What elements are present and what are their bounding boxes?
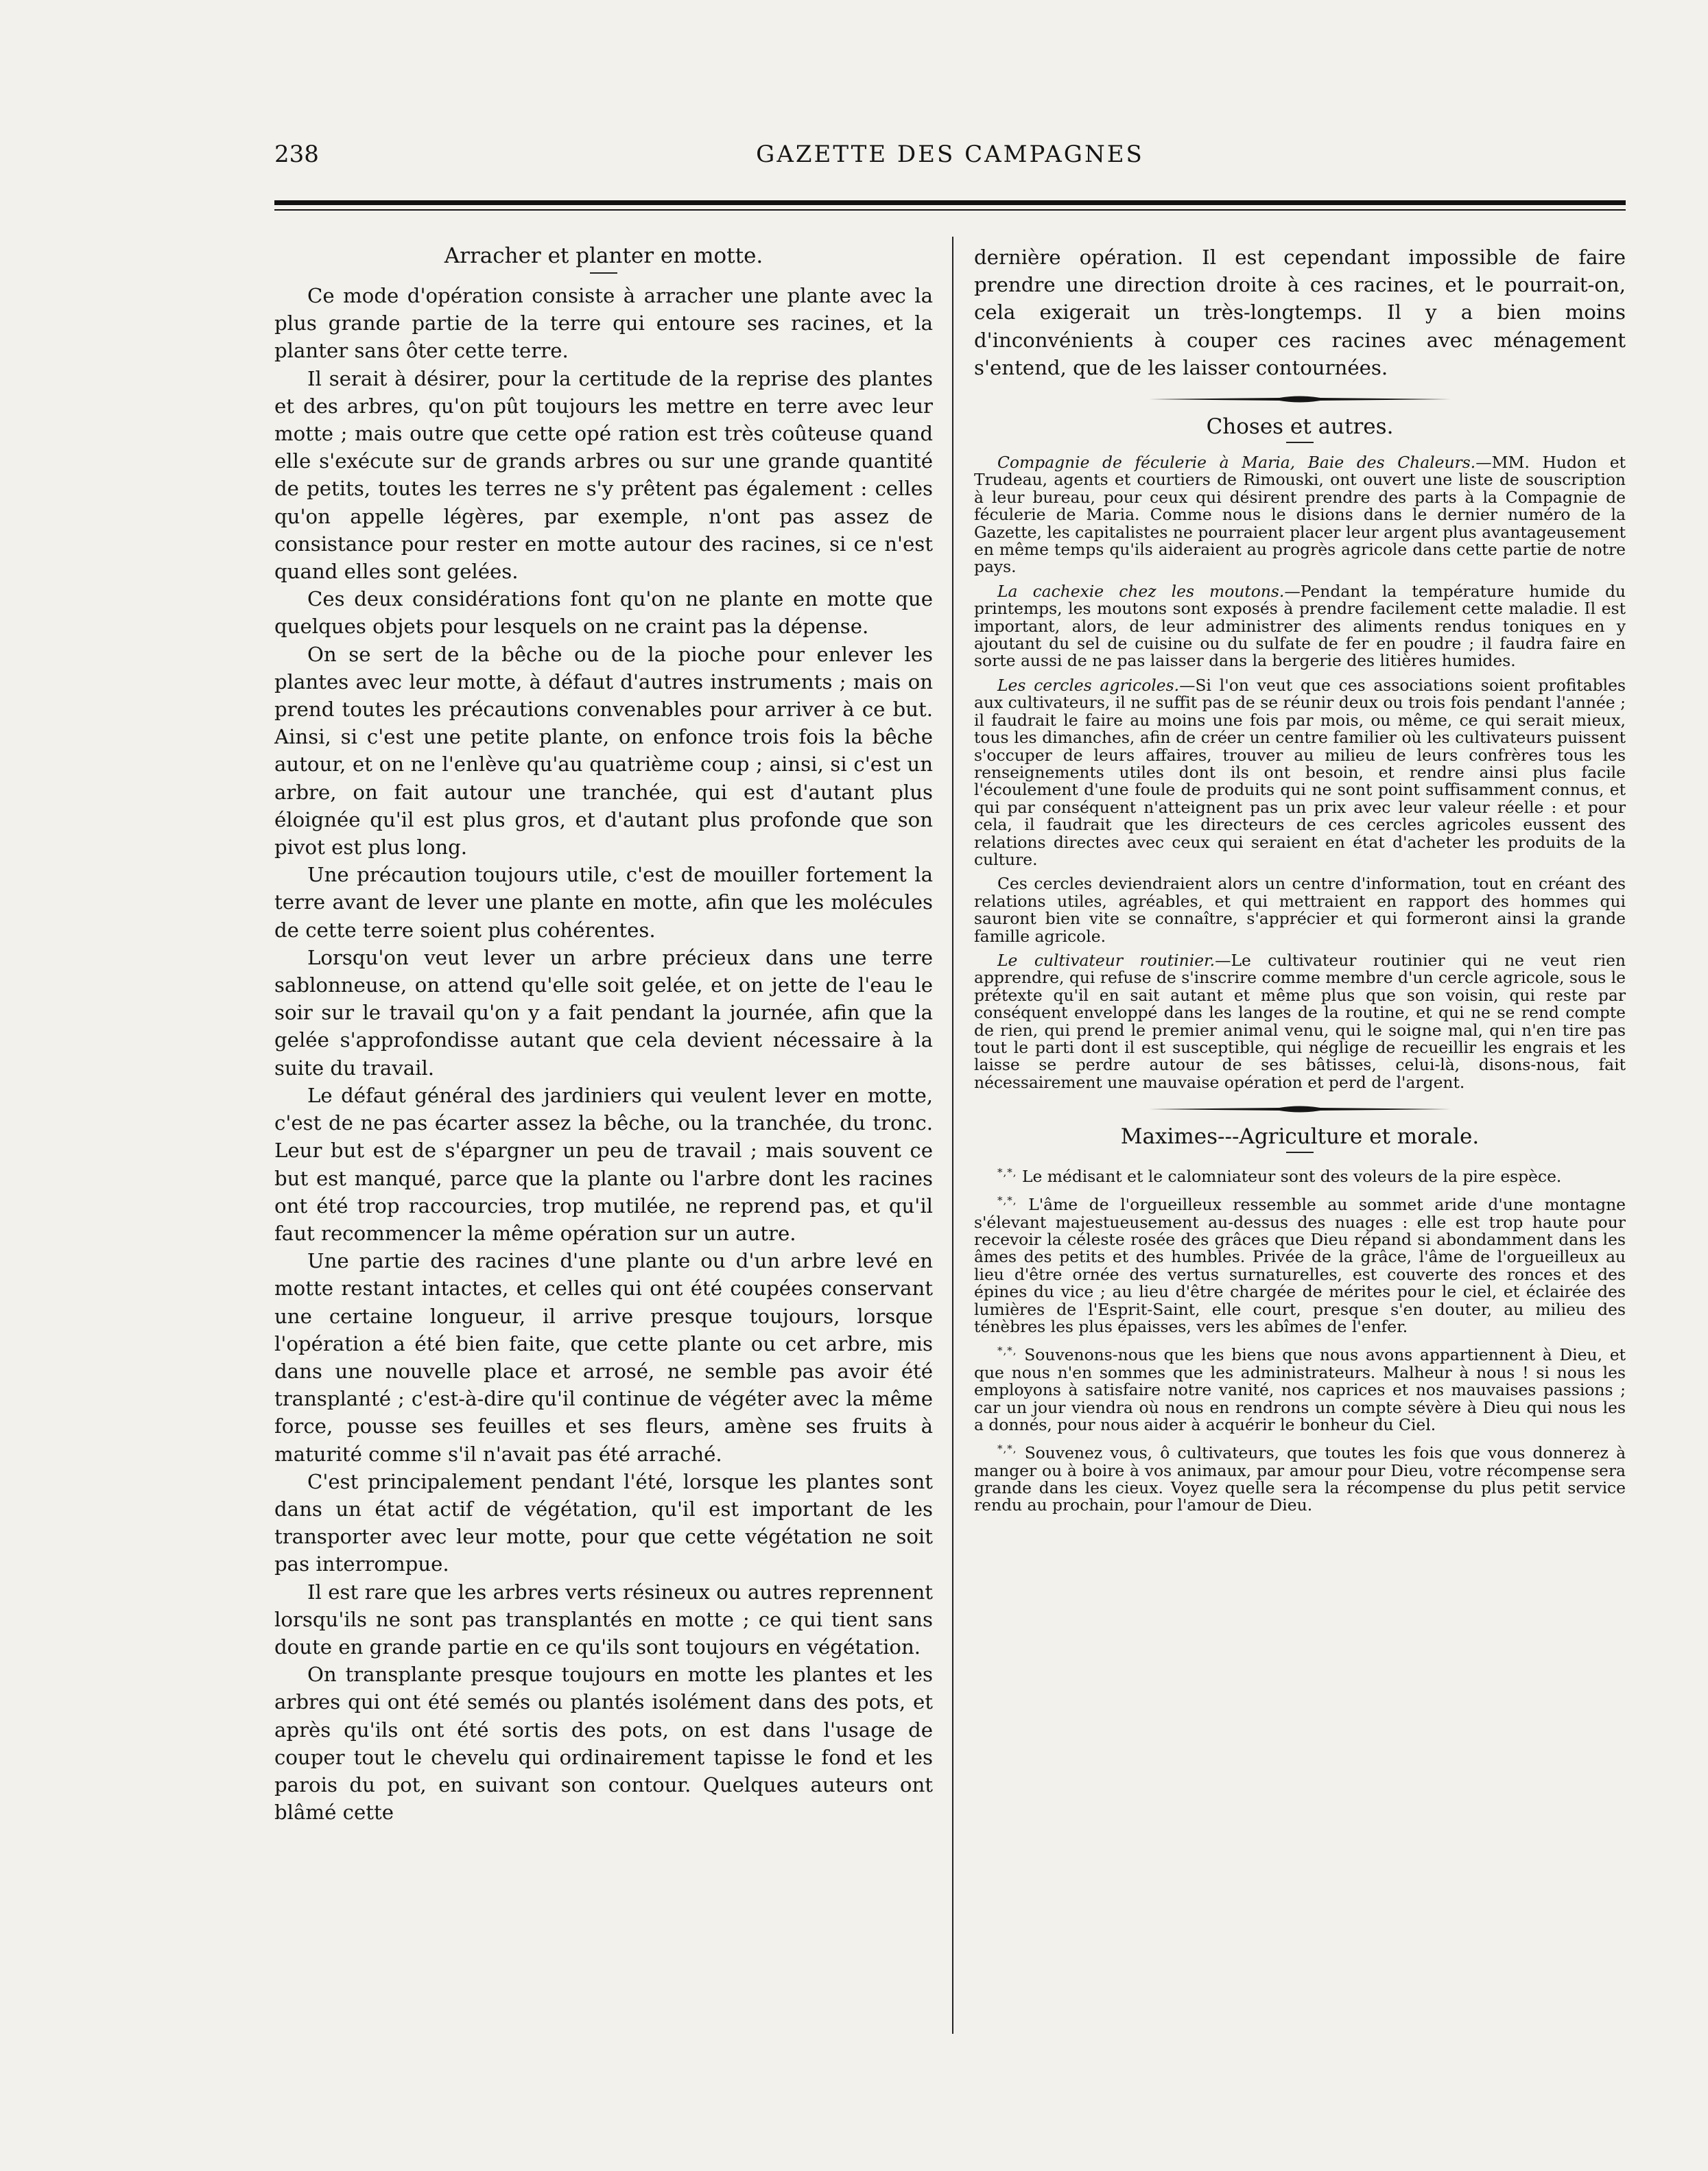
maxim-text: Souvenez vous, ô cultivateurs, que toutes les fois que vous donnerez à manger ou à boire à vos animaux, par amour pour Dieu, votre récompense sera grande dans les cieux. Voyez quelle sera la récompense du plus petit service rendu au prochain, pour l'amour de Dieu.	[974, 1443, 1626, 1515]
item-title: Les cercles agricoles.	[997, 675, 1180, 695]
maxim	[974, 1440, 1626, 1514]
paragraph: C'est principalement pendant l'été, lorsque les plantes sont dans un état actif de végétation, qu'il est important de les transporter avec leur motte, pour que cette végétation ne soit pas interrompue.	[274, 1469, 933, 1576]
paragraph: dernière opération. Il est cependant impossible de faire prendre une direction droite à ces racines, et le pourrait-on, cela exigerait un très-longtemps. Il y a bien moins d'inconvénients à couper ces racines avec ménagement s'entend, que de les laisser contournées.	[974, 246, 1626, 379]
asterism-icon: *,*,	[997, 1344, 1017, 1357]
paragraph: Le défaut général des jardiniers qui veulent lever en motte, c'est de ne pas écarter assez la bêche, ou la tranchée, du tronc. Leur but est de s'épargner un peu de travail ; mais souvent ce but est manqué, parce que la plante ou l'arbre dont les racines ont été trop raccourcies, trop mutilée, ne reprend pas, et qu'il faut recommencer la même opération sur un autre.	[274, 1083, 933, 1245]
section-ornament	[1149, 394, 1451, 405]
news-item	[974, 952, 1626, 1091]
item-title: La cachexie chez les moutons.	[997, 581, 1285, 601]
maxim-text: L'âme de l'orgueilleux ressemble au sommet aride d'une montagne s'élevant majestueusement au-dessus des nuages : elle est trop haute pour recevoir la céleste rosée des grâces que Dieu répand si abondamment dans les âmes des petits et des humbles. Privée de la grâce, l'âme de l'orgueilleux au lieu d'être ornée des vertus surnaturelles, est couverte des ronces et des épines du vice ; au lieu d'être chargée de mérites pour le ciel, et éclairée des lumières de l'Esprit-Saint, elle court, presque s'en douter, au milieu des ténèbres les plus épaisses, vers les abîmes de l'enfer.	[974, 1195, 1626, 1337]
heading-dash	[1286, 1152, 1314, 1153]
article-heading: Arracher et planter en motte.	[444, 244, 763, 268]
section-heading-maximes: Maximes---Agriculture et morale.	[1120, 1124, 1480, 1150]
maxim	[974, 1192, 1626, 1336]
maxims	[974, 1164, 1626, 1515]
paragraph: Il serait à désirer, pour la certitude de la reprise des plantes et des arbres, qu'on pût toujours les mettre en terre avec leur motte ; mais outre que cette opé ration est très coûteuse quand elle s'exécute sur de grands arbres ou sur une grande quantité de petits, toutes les terres ne s'y prêtent pas également : celles qu'on appelle légères, par exemple, n'ont pas assez de consistance pour rester en motte autour des racines, si ce n'est quand elles sont gelées.	[274, 366, 933, 584]
left-column	[274, 244, 933, 1826]
paragraph: On se sert de la bêche ou de la pioche pour enlever les plantes avec leur motte, à défaut d'autres instruments ; mais on prend toutes les précautions convenables pour arriver à ce but. Ainsi, si c'est une petite plante, on enfonce trois fois la bêche autour, et on ne l'enlève qu'au quatrième coup ; ainsi, si c'est un arbre, on fait autour une tranchée, qui est d'autant plus éloignée qu'il est plus gros, et d'autant plus profonde que son pivot est plus long.	[274, 642, 933, 859]
paragraph: Il est rare que les arbres verts résineux ou autres reprennent lorsqu'ils ne sont pas transplantés en motte ; ce qui tient sans doute en grande partie en ce qu'ils sont toujours en végétation.	[274, 1580, 933, 1659]
right-column	[974, 244, 1626, 1521]
maxim-text: Le médisant et le calomniateur sont des voleurs de la pire espèce.	[1021, 1167, 1562, 1187]
section-heading-choses: Choses et autres.	[1206, 414, 1394, 440]
paragraph: Une précaution toujours utile, c'est de mouiller fortement la terre avant de lever une plante en motte, afin que les molécules de cette terre soient plus cohérentes.	[274, 863, 933, 942]
page-header	[274, 141, 1626, 182]
heading-dash	[1286, 442, 1314, 443]
article-body	[274, 282, 933, 1826]
maxim	[974, 1164, 1626, 1185]
asterism-icon: *,*,	[997, 1443, 1017, 1456]
news-item	[974, 875, 1626, 945]
news-item	[974, 677, 1626, 868]
header-rule-thick	[274, 200, 1626, 205]
header-rule-thin	[274, 209, 1626, 211]
item-title: Le cultivateur routinier.	[997, 950, 1215, 970]
heading-dash	[590, 272, 617, 274]
paragraph: Lorsqu'on veut lever un arbre précieux dans une terre sablonneuse, on attend qu'elle soit gelée, et on jette de l'eau le soir sur le travail qu'on y a fait pendant la journée, afin que la gelée s'approfondisse autant que cela devient nécessaire à la suite du travail.	[274, 945, 933, 1080]
news-items	[974, 454, 1626, 1091]
asterism-icon: *,*,	[997, 1194, 1017, 1207]
column-divider	[952, 237, 953, 2034]
asterism-icon: *,*,	[997, 1166, 1017, 1179]
item-text: —MM. Hudon et Trudeau, agents et courtiers de Rimouski, ont ouvert une liste de souscription à leur bureau, pour ceux qui désirent prendre des parts à la Compagnie de féculerie de Maria. Comme nous le disions dans le dernier numéro de la Gazette, les capitalistes ne pourraient placer leur argent plus avantageusement en même temps qu'ils aideraient au progrès agricole dans cette partie de notre pays.	[974, 453, 1626, 577]
article-continuation	[974, 244, 1626, 381]
news-item	[974, 454, 1626, 576]
maxim-text: Souvenons-nous que les biens que nous avons appartiennent à Dieu, et que nous n'en sommes que les administrateurs. Malheur à nous ! si nous les employons à satisfaire notre vanité, nos caprices et nos mauvaises passions ; car un jour viendra où nous en rendrons un compte sévère à Dieu qui nous les a donnés, pour nous aider à acquérir le bonheur du Ciel.	[974, 1345, 1626, 1434]
item-text: Ces cercles deviendraient alors un centre d'information, tout en créant des relations utiles, agréables, et qui mettraient en rapport des hommes qui sauront bien vite se connaître, s'apprécier et qui formeront ainsi la grande famille agricole.	[974, 874, 1626, 946]
paragraph: Une partie des racines d'une plante ou d'un arbre levé en motte restant intactes, et celles qui ont été coupées conservant une certaine longueur, il arrive presque toujours, lorsque l'opération a été bien faite, que cette plante ou cet arbre, mis dans une nouvelle place et arrosé, ne semble pas avoir été transplanté ; c'est-à-dire qu'il continue de végéter avec la même force, pousse ses feuilles et ses fleurs, amène ses fruits à maturité comme s'il n'avait pas été arraché.	[274, 1249, 933, 1466]
maxim	[974, 1342, 1626, 1434]
paragraph: Ce mode d'opération consiste à arracher une plante avec la plus grande partie de la terre qui entoure ses racines, et la planter sans ôter cette terre.	[274, 284, 933, 363]
news-item	[974, 583, 1626, 670]
item-title: Compagnie de féculerie à Maria, Baie des Chaleurs.	[997, 453, 1476, 473]
item-text: —Pendant la température humide du printemps, les moutons sont exposés à prendre facilement cette maladie. Il est important, alors, de leur administrer des aliments rendus toniques en y ajoutant du sel de cuisine ou du sulfate de fer en poudre ; il faudra faire en sorte aussi de ne pas laisser dans la bergerie des litières humides.	[974, 581, 1626, 671]
section-ornament	[1149, 1104, 1451, 1115]
item-text: —Si l'on veut que ces associations soient profitables aux cultivateurs, il ne suffit pas de se réunir deux ou trois fois pendant l'année ; il faudrait le faire au moins une fois par mois, ou même, ce qui serait mieux, tous les dimanches, afin de créer un centre familier où les cultivateurs puissent s'occuper de leurs affaires, trouver au milieu de leurs confrères tous les renseignements utiles dont ils ont besoin, et rendre ainsi plus facile l'écoulement d'une foule de produits qui ne sont point suffisamment connus, et qui par conséquent n'atteignent pas un prix avec leur valeur réelle : et pour cela, il faudrait que les directeurs de ces cercles agricoles eussent des relations directes avec ceux qui seraient en état d'acheter les produits de la culture.	[974, 675, 1626, 869]
paragraph: On transplante presque toujours en motte les plantes et les arbres qui ont été semés ou plantés isolément dans des pots, et après qu'ils ont été sortis des pots, on est dans l'usage de couper tout le chevelu qui ordinairement tapisse le fond et les parois du pot, en suivant son contour. Quelques auteurs ont blâmé cette	[274, 1663, 933, 1825]
item-text: —Le cultivateur routinier qui ne veut rien apprendre, qui refuse de s'inscrire comme membre d'un cercle agricole, sous le prétexte qu'il en sait autant et même plus que son voisin, qui reste par conséquent enveloppé dans les langes de la routine, et qui ne se rend compte de rien, qui prend le premier animal venu, qui le soigne mal, qui n'en tire pas tout le parti dont il est susceptible, qui néglige de recueillir les engrais et les laisse se perdre autour de ses bâtisses, celui-là, disons-nous, fait nécessairement une mauvaise opération et perd de l'argent.	[974, 950, 1626, 1092]
running-title: GAZETTE DES CAMPAGNES	[756, 141, 1144, 168]
page-number: 238	[274, 141, 319, 168]
paragraph: Ces deux considérations font qu'on ne plante en motte que quelques objets pour lesquels on ne craint pas la dépense.	[274, 587, 933, 639]
